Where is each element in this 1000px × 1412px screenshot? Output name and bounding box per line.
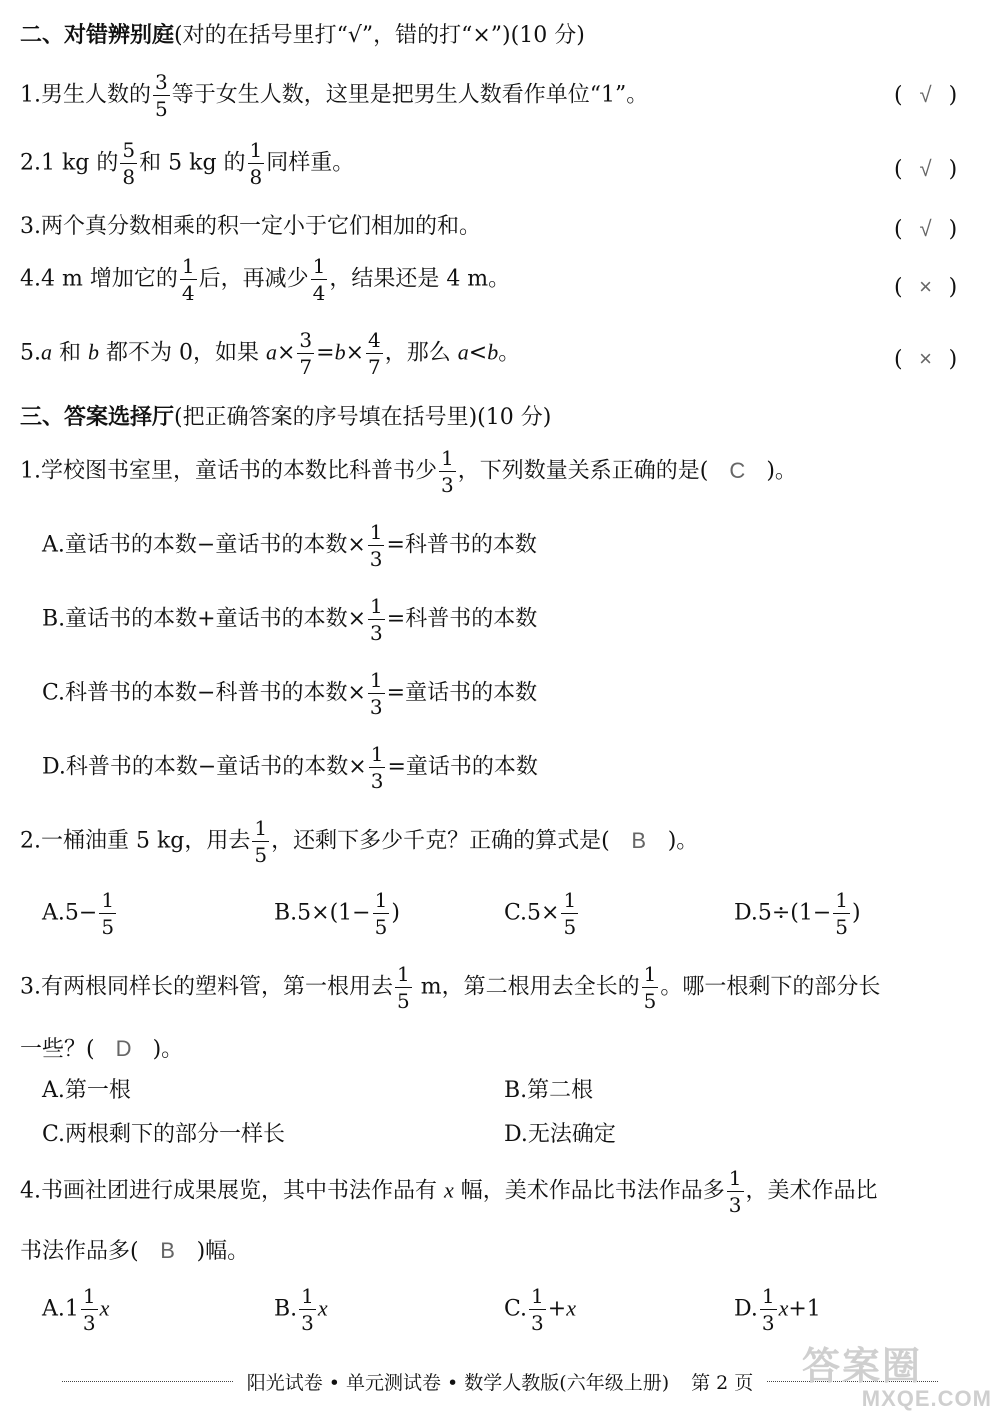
fraction xyxy=(727,1168,744,1215)
mc-option-1b xyxy=(42,596,537,643)
denominator: 3 xyxy=(301,1311,314,1335)
option-text: C.科普书的本数−科普书的本数× xyxy=(42,680,366,706)
fraction xyxy=(99,890,116,937)
option-text: B.童话书的本数+童话书的本数× xyxy=(42,606,367,632)
fraction xyxy=(120,140,137,187)
denominator: 3 xyxy=(82,1311,96,1335)
fraction xyxy=(368,670,385,717)
mc-option-2a xyxy=(42,890,118,937)
mc-question-4-line2 xyxy=(20,1240,249,1263)
answer-letter: B xyxy=(160,1238,175,1263)
denominator: 5 xyxy=(374,915,388,939)
variable: b xyxy=(487,339,499,365)
numerator: 1 xyxy=(312,254,326,278)
section2-heading xyxy=(20,24,585,47)
question-text: ，还剩下多少千克？正确的算式是( xyxy=(271,828,610,854)
numerator: 1 xyxy=(441,446,454,470)
question-text: 书法作品多( xyxy=(20,1239,139,1264)
fraction xyxy=(760,1286,777,1333)
fraction xyxy=(833,890,850,937)
mc-question-2 xyxy=(20,818,698,865)
denominator: 5 xyxy=(397,989,410,1013)
tf-answer-1: ( √ ) xyxy=(894,82,958,108)
question-text: 4.书画社团进行成果展览，其中书法作品有 xyxy=(20,1178,444,1204)
mc-option-4b xyxy=(274,1286,328,1333)
fraction xyxy=(252,818,269,865)
mc-question-1 xyxy=(20,448,797,495)
denominator: 5 xyxy=(101,915,115,939)
denominator: 3 xyxy=(370,769,384,793)
variable: x xyxy=(778,1295,789,1321)
item-text: = xyxy=(316,340,335,366)
denominator: 3 xyxy=(728,1193,742,1217)
denominator: 5 xyxy=(155,97,168,121)
item-text: 后，再减少 xyxy=(198,266,309,292)
question-text: 幅，美术作品比书法作品多 xyxy=(453,1178,725,1204)
fraction xyxy=(561,890,578,937)
item-text: × xyxy=(276,340,296,366)
item-text: 3.两个真分数相乘的积一定小于它们相加的和。 xyxy=(20,214,481,239)
question-text: )。 xyxy=(667,828,699,854)
mc-option-2d xyxy=(734,890,861,937)
numerator: 1 xyxy=(181,254,195,278)
numerator: 1 xyxy=(82,1284,96,1308)
option-text: =科普书的本数 xyxy=(386,606,538,632)
mc-option-3b: B.第二根 xyxy=(504,1078,594,1103)
fraction xyxy=(297,330,314,377)
denominator: 5 xyxy=(254,843,268,867)
item-text: 5. xyxy=(20,340,41,366)
fraction xyxy=(395,964,412,1011)
watermark-url: MXQE.COM xyxy=(861,1386,992,1411)
section3-note: (把正确答案的序号填在括号里)(10 分) xyxy=(174,405,552,430)
mc-option-4d xyxy=(734,1286,821,1333)
question-text: )。 xyxy=(152,1037,184,1062)
answer-letter: C xyxy=(729,457,746,483)
item-text: 和 xyxy=(52,340,88,366)
variable: a xyxy=(457,339,469,365)
variable: b xyxy=(88,339,99,365)
numerator: 5 xyxy=(122,138,136,162)
variable: x xyxy=(317,1295,328,1321)
fraction xyxy=(81,1286,98,1333)
fraction xyxy=(642,964,659,1011)
numerator: 1 xyxy=(374,888,388,912)
denominator: 8 xyxy=(122,165,136,189)
site-watermark xyxy=(802,1348,992,1410)
option-text: +1 xyxy=(788,1296,821,1322)
numerator: 1 xyxy=(101,888,115,912)
denominator: 7 xyxy=(368,355,381,379)
option-text: A.1 xyxy=(42,1296,79,1322)
item-text: 。 xyxy=(498,340,521,366)
item-text: × xyxy=(345,340,365,366)
mc-option-2c xyxy=(504,890,580,937)
answer-letter: D xyxy=(115,1036,132,1061)
fraction xyxy=(366,330,383,377)
fraction xyxy=(369,744,386,791)
numerator: 1 xyxy=(370,594,383,618)
question-text: 1.学校图书室里，童话书的本数比科普书少 xyxy=(20,458,437,484)
fraction xyxy=(299,1286,316,1333)
footer-divider-left xyxy=(62,1381,233,1382)
numerator: 1 xyxy=(761,1284,775,1308)
item-text: 和 5 kg 的 xyxy=(139,150,246,176)
option-text: A.5− xyxy=(42,900,98,926)
option-text: B.5×(1− xyxy=(274,900,371,926)
denominator: 5 xyxy=(643,989,657,1013)
option-text: B. xyxy=(274,1296,298,1322)
numerator: 1 xyxy=(643,962,657,986)
option-text: ) xyxy=(391,900,400,926)
item-text: 同样重。 xyxy=(266,150,355,176)
question-text: 2.一桶油重 5 kg，用去 xyxy=(20,828,251,854)
fraction xyxy=(368,596,385,643)
numerator: 1 xyxy=(369,520,383,544)
numerator: 1 xyxy=(397,962,410,986)
section2-title: 二、对错辨别庭 xyxy=(20,22,175,48)
denominator: 5 xyxy=(835,915,849,939)
footer-title: 阳光试卷 • 单元测试卷 • 数学人教版(六年级上册) xyxy=(246,1371,670,1394)
tf-answer-4: ( × ) xyxy=(894,274,958,300)
tf-answer-3: ( √ ) xyxy=(894,216,958,242)
option-text: + xyxy=(547,1296,567,1322)
mc-option-1c xyxy=(42,670,537,717)
option-text: D.科普书的本数−童话书的本数× xyxy=(42,754,367,780)
fraction xyxy=(248,140,265,187)
question-text: )幅。 xyxy=(196,1239,250,1264)
option-text: A.童话书的本数−童话书的本数× xyxy=(42,532,366,558)
fraction xyxy=(439,448,456,495)
section2-note: (对的在括号里打“√”，错的打“×”)(10 分) xyxy=(174,23,585,48)
mc-option-1a xyxy=(42,522,537,569)
fraction xyxy=(529,1286,546,1333)
variable: x xyxy=(444,1177,454,1203)
fraction xyxy=(373,890,390,937)
answer-mark: √ xyxy=(919,82,932,107)
option-text: D.5÷(1− xyxy=(734,900,832,926)
denominator: 7 xyxy=(299,355,313,379)
variable: x xyxy=(99,1295,110,1321)
numerator: 1 xyxy=(249,138,263,162)
denominator: 3 xyxy=(441,473,454,497)
numerator: 1 xyxy=(370,742,384,766)
tf-item-2 xyxy=(20,140,354,187)
mc-option-4c xyxy=(504,1286,576,1333)
item-text: ，那么 xyxy=(384,340,458,366)
numerator: 1 xyxy=(531,1284,544,1308)
variable: a xyxy=(265,339,277,365)
tf-answer-2: ( √ ) xyxy=(894,156,958,182)
variable: x xyxy=(566,1295,576,1321)
question-text: )。 xyxy=(766,458,797,484)
denominator: 5 xyxy=(563,915,577,939)
numerator: 1 xyxy=(835,888,849,912)
denominator: 3 xyxy=(369,695,383,719)
answer-mark: √ xyxy=(919,156,932,181)
mc-question-4 xyxy=(20,1168,878,1215)
item-text: 2.1 kg 的 xyxy=(20,150,119,176)
denominator: 3 xyxy=(531,1311,544,1335)
mc-option-3c: C.两根剩下的部分一样长 xyxy=(42,1122,286,1147)
mc-option-2b xyxy=(274,890,400,937)
mc-option-3a: A.第一根 xyxy=(42,1078,131,1103)
question-text: 3.有两根同样长的塑料管，第一根用去 xyxy=(20,974,393,1000)
fraction xyxy=(153,72,170,119)
answer-letter: B xyxy=(631,827,647,853)
answer-mark: √ xyxy=(919,216,932,241)
option-text: =童话书的本数 xyxy=(386,680,538,706)
variable: b xyxy=(334,339,346,365)
option-text: ) xyxy=(852,900,861,926)
numerator: 3 xyxy=(155,70,168,94)
section3-heading xyxy=(20,406,551,429)
option-text: D. xyxy=(734,1296,758,1322)
fraction xyxy=(180,256,197,303)
option-text: =科普书的本数 xyxy=(386,532,537,558)
watermark-logo-text: 答案圈 xyxy=(802,1346,923,1388)
mc-question-3-line2 xyxy=(20,1038,183,1061)
question-text: 一些？( xyxy=(20,1037,95,1062)
question-text: m，第二根用去全长的 xyxy=(413,974,640,1000)
item-text: 都不为 0，如果 xyxy=(99,340,266,366)
tf-item-3 xyxy=(20,216,481,238)
numerator: 1 xyxy=(254,816,268,840)
denominator: 4 xyxy=(181,281,195,305)
mc-option-3d: D.无法确定 xyxy=(504,1122,616,1147)
item-text: 1.男生人数的 xyxy=(20,82,151,108)
page-number: 第 2 页 xyxy=(691,1371,754,1394)
answer-mark: × xyxy=(919,346,933,371)
mc-option-1d xyxy=(42,744,538,791)
mc-option-4a xyxy=(42,1286,109,1333)
question-text: 。哪一根剩下的部分长 xyxy=(660,974,881,1000)
item-text: 等于女生人数，这里是把男生人数看作单位“1”。 xyxy=(171,82,649,108)
denominator: 8 xyxy=(249,165,263,189)
tf-answer-5: ( × ) xyxy=(894,346,958,372)
denominator: 3 xyxy=(369,547,383,571)
numerator: 1 xyxy=(369,668,383,692)
mc-question-3 xyxy=(20,964,880,1011)
denominator: 3 xyxy=(761,1311,775,1335)
option-text: C. xyxy=(504,1296,528,1322)
option-text: C.5× xyxy=(504,900,560,926)
fraction xyxy=(368,522,385,569)
fraction xyxy=(311,256,328,303)
denominator: 3 xyxy=(370,621,383,645)
section3-title: 三、答案选择厅 xyxy=(20,404,175,430)
item-text: 4.4 m 增加它的 xyxy=(20,266,178,292)
tf-item-5 xyxy=(20,330,520,377)
numerator: 1 xyxy=(301,1284,314,1308)
answer-mark: × xyxy=(919,274,933,299)
tf-item-4 xyxy=(20,256,510,303)
numerator: 1 xyxy=(563,888,577,912)
tf-item-1 xyxy=(20,72,648,119)
denominator: 4 xyxy=(312,281,326,305)
numerator: 1 xyxy=(728,1166,742,1190)
question-text: ，美术作品比 xyxy=(745,1178,878,1204)
numerator: 4 xyxy=(368,328,381,352)
option-text: =童话书的本数 xyxy=(387,754,538,780)
question-text: ，下列数量关系正确的是( xyxy=(457,458,709,484)
item-text: ，结果还是 4 m。 xyxy=(329,266,511,292)
numerator: 3 xyxy=(299,328,313,352)
item-text: < xyxy=(468,340,488,366)
variable: a xyxy=(41,339,52,365)
